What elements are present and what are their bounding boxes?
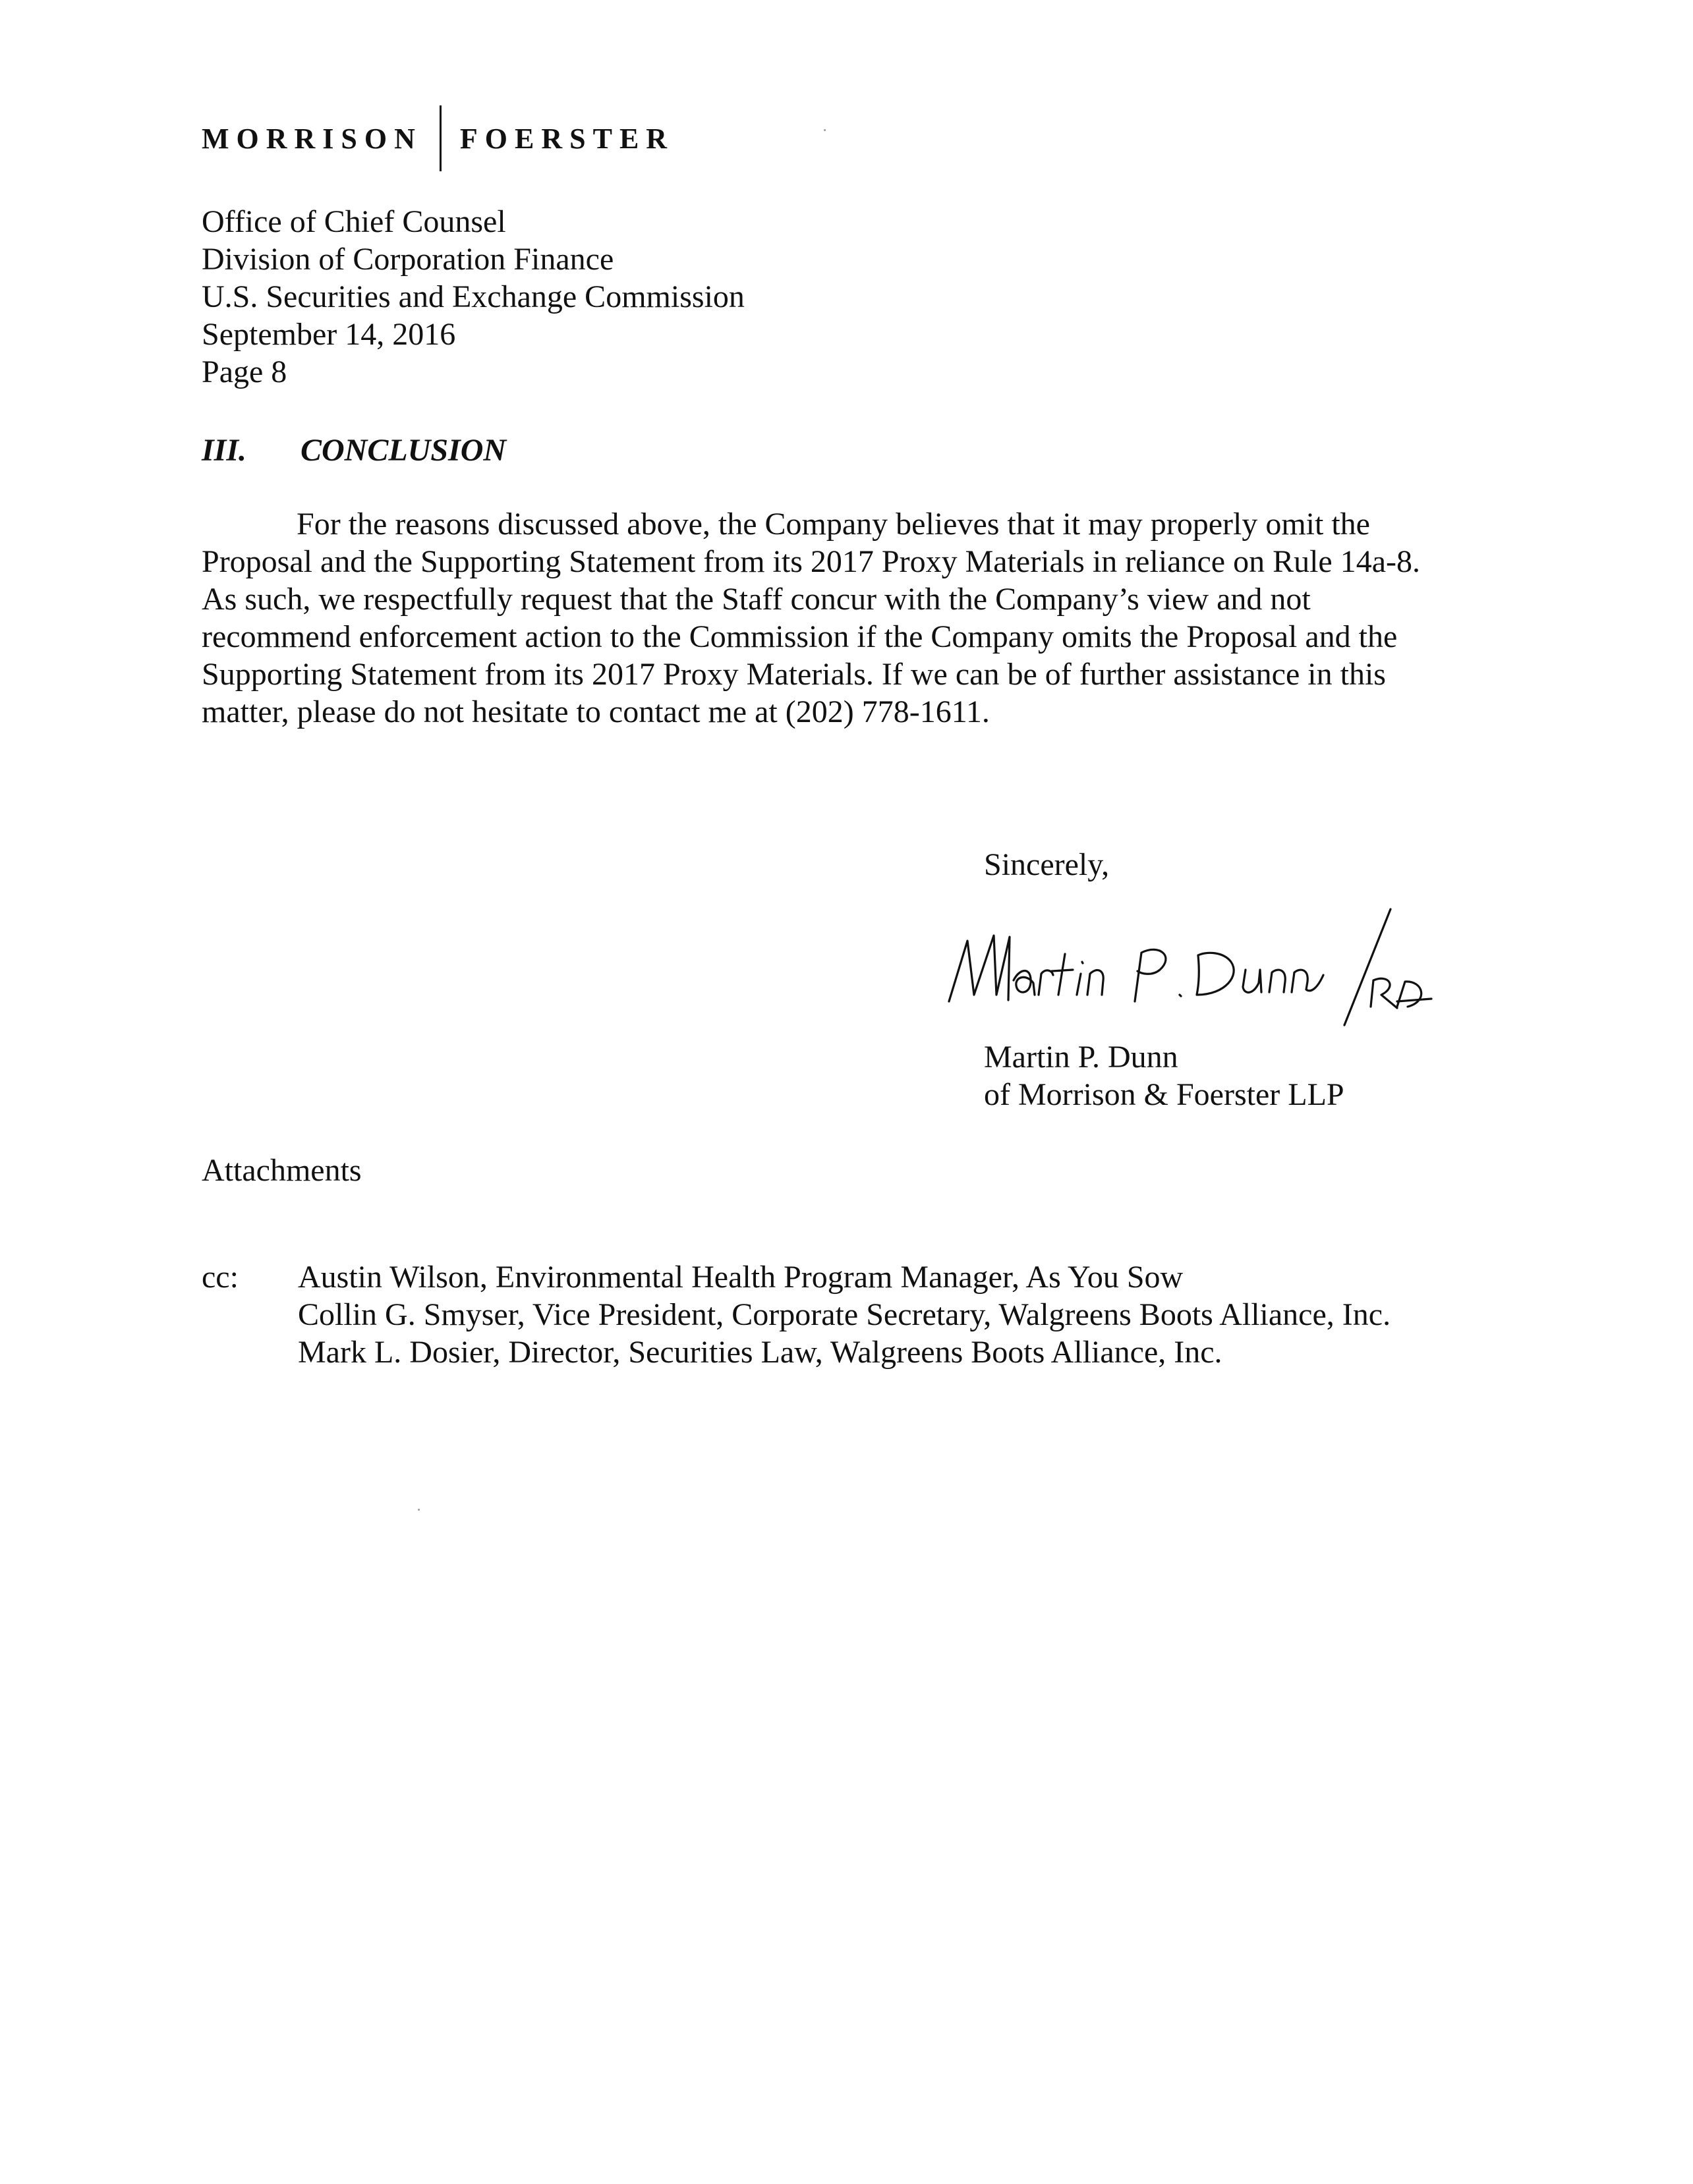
address-line: U.S. Securities and Exchange Commission (202, 279, 745, 314)
date-line: September 14, 2016 (202, 317, 456, 352)
body-line: Supporting Statement from its 2017 Proxy Materials. If we can be of further assistance in this (202, 657, 1386, 692)
body-line: Proposal and the Supporting Statement from its 2017 Proxy Materials in reliance on Rule 14a-8. (202, 544, 1421, 579)
scan-speck (418, 1509, 420, 1511)
body-line: For the reasons discussed above, the Company believes that it may properly omit the (297, 507, 1370, 542)
letterhead-divider (440, 105, 442, 171)
signer-block (984, 1038, 1344, 1113)
letterhead-foerster: FOERSTER (459, 122, 675, 155)
address-line: Division of Corporation Finance (202, 242, 614, 277)
section-heading (202, 432, 506, 469)
signer-name: Martin P. Dunn (984, 1040, 1178, 1075)
address-block (202, 203, 745, 391)
scan-speck (824, 129, 826, 131)
closing: Sincerely, (984, 847, 1110, 882)
body-paragraph (202, 505, 1454, 731)
cc-label: cc: (202, 1260, 239, 1295)
body-line: matter, please do not hesitate to contact me at (202) 778-1611. (202, 694, 990, 729)
handwritten-signature (936, 887, 1437, 1028)
address-line: Office of Chief Counsel (202, 204, 506, 239)
letterhead (202, 105, 674, 171)
signature-caption: Martin P. Dunn /RD (936, 887, 1021, 899)
cc-recipient: Collin G. Smyser, Vice President, Corporate Secretary, Walgreens Boots Alliance, Inc. (298, 1297, 1391, 1332)
attachments-label: Attachments (202, 1153, 362, 1188)
cc-recipients (298, 1258, 1391, 1371)
section-title: CONCLUSION (301, 433, 507, 468)
section-number: III. (202, 433, 247, 468)
signer-firm: of Morrison & Foerster LLP (984, 1077, 1344, 1112)
page-number: Page 8 (202, 354, 287, 389)
cc-recipient: Austin Wilson, Environmental Health Program Manager, As You Sow (298, 1260, 1184, 1295)
body-line: As such, we respectfully request that the Staff concur with the Company’s view and not (202, 582, 1311, 617)
letterhead-morrison: MORRISON (202, 122, 422, 155)
body-line: recommend enforcement action to the Commission if the Company omits the Proposal and the (202, 619, 1398, 654)
cc-recipient: Mark L. Dosier, Director, Securities Law, Walgreens Boots Alliance, Inc. (298, 1335, 1222, 1370)
